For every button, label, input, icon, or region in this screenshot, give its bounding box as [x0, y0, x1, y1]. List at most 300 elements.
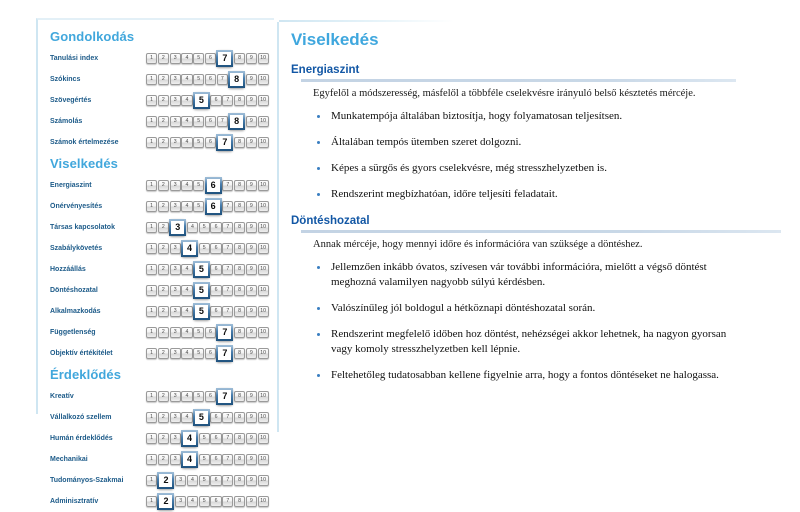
scale-cell[interactable]: 7 — [222, 95, 233, 106]
scale-cell[interactable]: 7 — [222, 180, 233, 191]
list-item — [291, 109, 732, 124]
scale-cell[interactable]: 1 — [146, 74, 157, 85]
trait-score-scale[interactable] — [146, 322, 269, 343]
scale-cell[interactable]: 9 — [246, 306, 257, 317]
section-heading: Energiaszint — [291, 64, 360, 76]
scale-cell[interactable]: 10 — [258, 327, 269, 338]
list-item-text: Általában tempós ütemben szeret dolgozni. — [331, 136, 522, 148]
scale-cell[interactable]: 4 — [181, 95, 192, 106]
scale-cell[interactable]: 3 — [170, 201, 181, 212]
scale-cell[interactable]: 7 — [222, 264, 233, 275]
scale-cell[interactable]: 1 — [146, 306, 157, 317]
trait-scores-panel — [36, 18, 274, 506]
trait-label: Szabálykövetés — [50, 245, 103, 252]
section-intro-text: Egyfelől a módszeresség, másfelől a többféle cselekvésre irányuló belső késztetés mércéje. — [313, 88, 696, 99]
scale-cell[interactable]: 9 — [246, 201, 257, 212]
scale-cell[interactable]: 1 — [146, 243, 157, 254]
scale-cell[interactable]: 3 — [170, 137, 181, 148]
trait-label: Számolás — [50, 118, 83, 125]
trait-score-scale[interactable] — [146, 386, 269, 407]
scale-cell[interactable]: 4 — [181, 285, 192, 296]
scale-cell[interactable]: 1 — [146, 496, 157, 507]
trait-score-scale[interactable] — [146, 48, 269, 69]
trait-label: Döntéshozatal — [50, 287, 98, 294]
scale-cell[interactable]: 6 — [210, 264, 221, 275]
scale-cell[interactable]: 4 — [181, 348, 192, 359]
trait-label: Alkalmazkodás — [50, 308, 101, 315]
scale-cell[interactable]: 3 — [170, 391, 181, 402]
scale-cell[interactable]: 7 — [222, 201, 233, 212]
section-divider — [301, 230, 781, 233]
scale-cell[interactable]: 8 — [234, 391, 245, 402]
scale-cell[interactable]: 6 — [205, 348, 216, 359]
scale-cell[interactable]: 9 — [246, 264, 257, 275]
scale-cell[interactable]: 7 — [217, 74, 228, 85]
scale-cell[interactable]: 7 — [222, 285, 233, 296]
scale-cell[interactable]: 8 — [234, 180, 245, 191]
scale-cell[interactable]: 4 — [181, 116, 192, 127]
trait-row — [46, 322, 274, 343]
scale-cell-selected[interactable]: 4 — [181, 240, 198, 257]
scale-cell[interactable]: 6 — [210, 285, 221, 296]
scale-cell[interactable]: 8 — [234, 264, 245, 275]
scale-cell[interactable]: 9 — [246, 327, 257, 338]
scale-cell[interactable]: 10 — [258, 348, 269, 359]
scale-cell[interactable]: 1 — [146, 137, 157, 148]
scale-cell[interactable]: 2 — [158, 201, 169, 212]
scale-cell[interactable]: 4 — [181, 391, 192, 402]
scale-cell[interactable]: 5 — [193, 180, 204, 191]
scale-cell[interactable]: 2 — [158, 180, 169, 191]
trait-score-scale[interactable] — [146, 301, 269, 322]
scale-cell[interactable]: 4 — [181, 180, 192, 191]
scale-cell[interactable]: 7 — [217, 116, 228, 127]
scale-cell[interactable]: 9 — [246, 53, 257, 64]
scale-cell[interactable]: 8 — [234, 243, 245, 254]
scale-cell[interactable]: 3 — [170, 327, 181, 338]
scale-cell[interactable]: 5 — [199, 243, 210, 254]
scale-cell[interactable]: 8 — [234, 53, 245, 64]
scale-cell[interactable]: 10 — [258, 243, 269, 254]
trait-section-header: Érdeklődés — [50, 367, 122, 382]
scale-cell[interactable]: 2 — [158, 285, 169, 296]
trait-row — [46, 343, 274, 364]
scale-cell-selected[interactable]: 5 — [193, 409, 210, 426]
scale-cell[interactable]: 5 — [193, 74, 204, 85]
scale-cell[interactable]: 7 — [222, 306, 233, 317]
trait-label: Energiaszint — [50, 182, 92, 189]
scale-cell[interactable]: 5 — [193, 53, 204, 64]
scale-cell[interactable]: 8 — [234, 327, 245, 338]
scale-cell[interactable]: 4 — [187, 222, 198, 233]
scale-cell[interactable]: 5 — [199, 433, 210, 444]
scale-cell[interactable]: 1 — [146, 475, 157, 486]
trait-row — [46, 470, 274, 491]
list-item — [291, 260, 732, 290]
trait-score-scale[interactable] — [146, 196, 269, 217]
scale-cell[interactable]: 4 — [181, 74, 192, 85]
scale-cell[interactable]: 3 — [170, 116, 181, 127]
scale-cell[interactable]: 9 — [246, 475, 257, 486]
scale-cell[interactable]: 3 — [175, 475, 186, 486]
scale-cell[interactable]: 9 — [246, 496, 257, 507]
scale-cell[interactable]: 10 — [258, 391, 269, 402]
scale-cell[interactable]: 10 — [258, 137, 269, 148]
trait-row — [46, 69, 274, 90]
scale-cell[interactable]: 7 — [222, 222, 233, 233]
scale-cell[interactable]: 4 — [187, 496, 198, 507]
scale-cell[interactable]: 9 — [246, 412, 257, 423]
scale-cell[interactable]: 5 — [193, 348, 204, 359]
scale-cell[interactable]: 2 — [158, 454, 169, 465]
scale-cell-selected[interactable]: 7 — [216, 388, 233, 405]
scale-cell[interactable]: 9 — [246, 180, 257, 191]
trait-row — [46, 280, 274, 301]
scale-cell[interactable]: 8 — [234, 348, 245, 359]
list-item-text: Valószínűleg jól boldogul a hétköznapi döntéshozatal során. — [331, 302, 596, 314]
scale-cell[interactable]: 1 — [146, 264, 157, 275]
trait-label: Társas kapcsolatok — [50, 224, 115, 231]
scale-cell[interactable]: 1 — [146, 433, 157, 444]
scale-cell[interactable]: 6 — [205, 391, 216, 402]
scale-cell[interactable]: 6 — [205, 74, 216, 85]
scale-cell[interactable]: 1 — [146, 327, 157, 338]
trait-label: Tudományos-Szakmai — [50, 477, 124, 484]
scale-cell[interactable]: 4 — [187, 475, 198, 486]
scale-cell-selected[interactable]: 2 — [157, 493, 174, 510]
scale-cell[interactable]: 4 — [181, 137, 192, 148]
bullet-dot-icon — [317, 193, 320, 196]
trait-label: Függetlenség — [50, 329, 96, 336]
scale-cell[interactable]: 3 — [170, 95, 181, 106]
scale-cell[interactable]: 5 — [193, 137, 204, 148]
trait-label: Mechanikai — [50, 456, 88, 463]
scale-cell[interactable]: 3 — [170, 74, 181, 85]
trait-section-header: Gondolkodás — [50, 29, 135, 44]
section-bullet-list — [291, 109, 732, 202]
scale-cell[interactable]: 1 — [146, 285, 157, 296]
list-item — [291, 301, 732, 316]
scale-cell[interactable]: 8 — [234, 496, 245, 507]
list-item-text: Munkatempója általában biztosítja, hogy folyamatosan teljesítsen. — [331, 110, 623, 122]
scale-cell[interactable]: 5 — [193, 391, 204, 402]
scale-cell[interactable]: 10 — [258, 306, 269, 317]
scale-cell[interactable]: 1 — [146, 201, 157, 212]
scale-cell[interactable]: 6 — [205, 327, 216, 338]
scale-cell[interactable]: 3 — [170, 433, 181, 444]
trait-score-scale[interactable] — [146, 449, 269, 470]
scale-cell[interactable]: 9 — [246, 222, 257, 233]
trait-label: Hozzáállás — [50, 266, 86, 273]
trait-score-scale[interactable] — [146, 280, 269, 301]
scale-cell[interactable]: 8 — [234, 201, 245, 212]
list-item-text: Feltehetőleg tudatosabban kellene figyelnie arra, hogy a fontos döntéseket ne halogassa. — [331, 369, 719, 381]
scale-cell-selected[interactable]: 5 — [193, 261, 210, 278]
scale-cell[interactable]: 5 — [199, 475, 210, 486]
trait-row — [46, 428, 274, 449]
scale-cell[interactable]: 10 — [258, 412, 269, 423]
trait-score-scale[interactable] — [146, 175, 269, 196]
scale-cell[interactable]: 1 — [146, 116, 157, 127]
scale-cell[interactable]: 1 — [146, 53, 157, 64]
bullet-dot-icon — [317, 374, 320, 377]
scale-cell[interactable]: 6 — [210, 222, 221, 233]
trait-score-scale[interactable] — [146, 491, 269, 512]
scale-cell[interactable]: 9 — [246, 454, 257, 465]
scale-cell[interactable]: 1 — [146, 180, 157, 191]
scale-cell[interactable]: 2 — [158, 412, 169, 423]
scale-cell-selected[interactable]: 5 — [193, 303, 210, 320]
scale-cell[interactable]: 10 — [258, 496, 269, 507]
trait-score-scale[interactable] — [146, 407, 269, 428]
page-title: Viselkedés — [291, 30, 379, 49]
scale-cell[interactable]: 2 — [158, 116, 169, 127]
scale-cell[interactable]: 3 — [170, 180, 181, 191]
scale-cell[interactable]: 7 — [222, 454, 233, 465]
scale-cell[interactable]: 10 — [258, 53, 269, 64]
scale-cell[interactable]: 1 — [146, 222, 157, 233]
scale-cell[interactable]: 3 — [170, 53, 181, 64]
scale-cell[interactable]: 1 — [146, 454, 157, 465]
bullet-dot-icon — [317, 167, 320, 170]
list-item — [291, 135, 732, 150]
bullet-dot-icon — [317, 266, 320, 269]
scale-cell-selected[interactable]: 5 — [193, 282, 210, 299]
list-item — [291, 161, 732, 176]
scale-cell[interactable]: 2 — [158, 264, 169, 275]
scale-cell[interactable]: 4 — [181, 327, 192, 338]
scale-cell[interactable]: 1 — [146, 348, 157, 359]
scale-cell[interactable]: 8 — [234, 433, 245, 444]
scale-cell[interactable]: 8 — [234, 306, 245, 317]
scale-cell[interactable]: 2 — [158, 95, 169, 106]
trait-label: Vállalkozó szellem — [50, 414, 112, 421]
scale-cell[interactable]: 7 — [222, 412, 233, 423]
list-item — [291, 327, 732, 357]
scale-cell[interactable]: 3 — [170, 306, 181, 317]
report-section — [291, 64, 732, 202]
report-document-panel — [277, 22, 732, 432]
scale-cell[interactable]: 6 — [210, 454, 221, 465]
scale-cell[interactable]: 9 — [246, 391, 257, 402]
scale-cell[interactable]: 9 — [246, 74, 257, 85]
scale-cell[interactable]: 1 — [146, 391, 157, 402]
scale-cell[interactable]: 10 — [258, 454, 269, 465]
trait-score-scale[interactable] — [146, 428, 269, 449]
scale-cell[interactable]: 8 — [234, 285, 245, 296]
list-item-text: Rendszerint megfelelő időben hoz döntést, nehézségei akkor lehetnek, ha nagyon gyorsan vagy komoly stresszhelyzetben kell lépnie. — [331, 328, 727, 355]
scale-cell[interactable]: 10 — [258, 116, 269, 127]
scale-cell[interactable]: 1 — [146, 412, 157, 423]
trait-score-scale[interactable] — [146, 69, 269, 90]
scale-cell[interactable]: 2 — [158, 137, 169, 148]
scale-cell[interactable]: 5 — [193, 201, 204, 212]
scale-cell[interactable]: 4 — [181, 264, 192, 275]
scale-cell[interactable]: 6 — [210, 306, 221, 317]
scale-cell[interactable]: 6 — [205, 53, 216, 64]
scale-cell[interactable]: 9 — [246, 243, 257, 254]
trait-score-scale[interactable] — [146, 90, 269, 111]
list-item-text: Képes a sürgős és gyors cselekvésre, még stresszhelyzetben is. — [331, 162, 607, 174]
scale-cell[interactable]: 9 — [246, 433, 257, 444]
scale-cell[interactable]: 6 — [210, 243, 221, 254]
trait-label: Adminisztratív — [50, 498, 99, 505]
scale-cell[interactable]: 10 — [258, 74, 269, 85]
trait-label: Tanulási index — [50, 55, 99, 62]
scale-cell[interactable]: 2 — [158, 433, 169, 444]
scale-cell[interactable]: 10 — [258, 285, 269, 296]
scale-cell[interactable]: 2 — [158, 53, 169, 64]
scale-cell[interactable]: 2 — [158, 391, 169, 402]
trait-row — [46, 301, 274, 322]
scale-cell-selected[interactable]: 7 — [216, 50, 233, 67]
trait-label: Objektív értékítélet — [50, 350, 113, 357]
trait-score-scale[interactable] — [146, 238, 269, 259]
scale-cell-selected[interactable]: 7 — [216, 134, 233, 151]
trait-row — [46, 449, 274, 470]
scale-cell-selected[interactable]: 8 — [228, 71, 245, 88]
scale-cell[interactable]: 3 — [170, 348, 181, 359]
scale-cell[interactable]: 6 — [205, 116, 216, 127]
scale-cell[interactable]: 2 — [158, 222, 169, 233]
section-bullet-list — [291, 260, 732, 383]
trait-score-scale[interactable] — [146, 259, 269, 280]
trait-row — [46, 386, 274, 407]
scale-cell[interactable]: 8 — [234, 412, 245, 423]
scale-cell[interactable]: 9 — [246, 285, 257, 296]
scale-cell[interactable]: 2 — [158, 306, 169, 317]
trait-row — [46, 196, 274, 217]
scale-cell[interactable]: 4 — [181, 412, 192, 423]
trait-label: Kreatív — [50, 393, 74, 400]
scale-cell[interactable]: 5 — [193, 327, 204, 338]
scale-cell[interactable]: 10 — [258, 433, 269, 444]
scale-cell[interactable]: 5 — [199, 454, 210, 465]
scale-cell[interactable]: 10 — [258, 201, 269, 212]
trait-score-scale[interactable] — [146, 111, 269, 132]
trait-row — [46, 238, 274, 259]
scale-cell[interactable]: 8 — [234, 137, 245, 148]
scale-cell[interactable]: 2 — [158, 327, 169, 338]
scale-cell-selected[interactable]: 7 — [216, 324, 233, 341]
scale-cell-selected[interactable]: 4 — [181, 451, 198, 468]
section-divider — [301, 79, 736, 82]
trait-label: Önérvényesítés — [50, 203, 103, 210]
scale-cell[interactable]: 6 — [210, 95, 221, 106]
scale-cell[interactable]: 7 — [222, 496, 233, 507]
scale-cell[interactable]: 9 — [246, 137, 257, 148]
scale-cell[interactable]: 3 — [170, 264, 181, 275]
scale-cell[interactable]: 7 — [222, 475, 233, 486]
scale-cell[interactable]: 9 — [246, 116, 257, 127]
trait-row — [46, 175, 274, 196]
scale-cell[interactable]: 9 — [246, 95, 257, 106]
trait-row — [46, 48, 274, 69]
scale-cell[interactable]: 7 — [222, 433, 233, 444]
trait-label: Számok értelmezése — [50, 139, 119, 146]
scale-cell[interactable]: 10 — [258, 95, 269, 106]
list-item — [291, 368, 732, 383]
scale-cell-selected[interactable]: 8 — [228, 113, 245, 130]
section-intro-text: Annak mércéje, hogy mennyi időre és információra van szüksége a döntéshez. — [313, 239, 643, 250]
trait-row — [46, 259, 274, 280]
scale-cell[interactable]: 8 — [234, 222, 245, 233]
trait-score-scale[interactable] — [146, 470, 269, 491]
scale-cell[interactable]: 10 — [258, 264, 269, 275]
scale-cell[interactable]: 3 — [170, 412, 181, 423]
scale-cell[interactable]: 10 — [258, 180, 269, 191]
trait-row — [46, 491, 274, 512]
report-section — [291, 215, 732, 383]
trait-label: Szövegértés — [50, 97, 92, 104]
scale-cell-selected[interactable]: 5 — [193, 92, 210, 109]
bullet-dot-icon — [317, 307, 320, 310]
scale-cell[interactable]: 4 — [181, 306, 192, 317]
bullet-dot-icon — [317, 141, 320, 144]
scale-cell-selected[interactable]: 3 — [169, 219, 186, 236]
scale-cell-selected[interactable]: 2 — [157, 472, 174, 489]
list-item-text: Jellemzően inkább óvatos, szívesen vár további információra, mielőtt a végső döntést meghozná valamilyen nagyobb súlyú kérdésben. — [331, 261, 707, 288]
scale-cell[interactable]: 1 — [146, 95, 157, 106]
scale-cell[interactable]: 6 — [210, 496, 221, 507]
scale-cell[interactable]: 5 — [199, 222, 210, 233]
scale-cell[interactable]: 6 — [210, 412, 221, 423]
scale-cell[interactable]: 5 — [199, 496, 210, 507]
scale-cell[interactable]: 10 — [258, 475, 269, 486]
trait-row — [46, 132, 274, 153]
scale-cell[interactable]: 2 — [158, 74, 169, 85]
scale-cell-selected[interactable]: 6 — [205, 198, 222, 215]
trait-row — [46, 407, 274, 428]
scale-cell[interactable]: 3 — [170, 285, 181, 296]
scale-cell-selected[interactable]: 6 — [205, 177, 222, 194]
list-item — [291, 187, 732, 202]
bullet-dot-icon — [317, 333, 320, 336]
scale-cell[interactable]: 8 — [234, 475, 245, 486]
scale-cell-selected[interactable]: 7 — [216, 345, 233, 362]
trait-score-scale[interactable] — [146, 132, 269, 153]
trait-row — [46, 217, 274, 238]
trait-label: Szókincs — [50, 76, 81, 83]
trait-label: Humán érdeklődés — [50, 435, 113, 442]
trait-score-scale[interactable] — [146, 343, 269, 364]
scale-cell[interactable]: 10 — [258, 222, 269, 233]
scale-cell[interactable]: 8 — [234, 95, 245, 106]
scale-cell[interactable]: 3 — [175, 496, 186, 507]
scale-cell[interactable]: 2 — [158, 243, 169, 254]
scale-cell[interactable]: 5 — [193, 116, 204, 127]
scale-cell[interactable]: 3 — [170, 243, 181, 254]
scale-cell[interactable]: 4 — [181, 201, 192, 212]
list-item-text: Rendszerint megbízhatóan, időre teljesíti feladatait. — [331, 188, 558, 200]
scale-cell[interactable]: 2 — [158, 348, 169, 359]
scale-cell[interactable]: 6 — [210, 433, 221, 444]
scale-cell[interactable]: 9 — [246, 348, 257, 359]
scale-cell[interactable]: 3 — [170, 454, 181, 465]
scale-cell-selected[interactable]: 4 — [181, 430, 198, 447]
bullet-dot-icon — [317, 115, 320, 118]
scale-cell[interactable]: 6 — [205, 137, 216, 148]
trait-row — [46, 111, 274, 132]
scale-cell[interactable]: 8 — [234, 454, 245, 465]
trait-row — [46, 90, 274, 111]
trait-section-header: Viselkedés — [50, 156, 118, 171]
scale-cell[interactable]: 6 — [210, 475, 221, 486]
trait-score-scale[interactable] — [146, 217, 269, 238]
section-heading: Döntéshozatal — [291, 215, 370, 227]
scale-cell[interactable]: 7 — [222, 243, 233, 254]
scale-cell[interactable]: 4 — [181, 53, 192, 64]
